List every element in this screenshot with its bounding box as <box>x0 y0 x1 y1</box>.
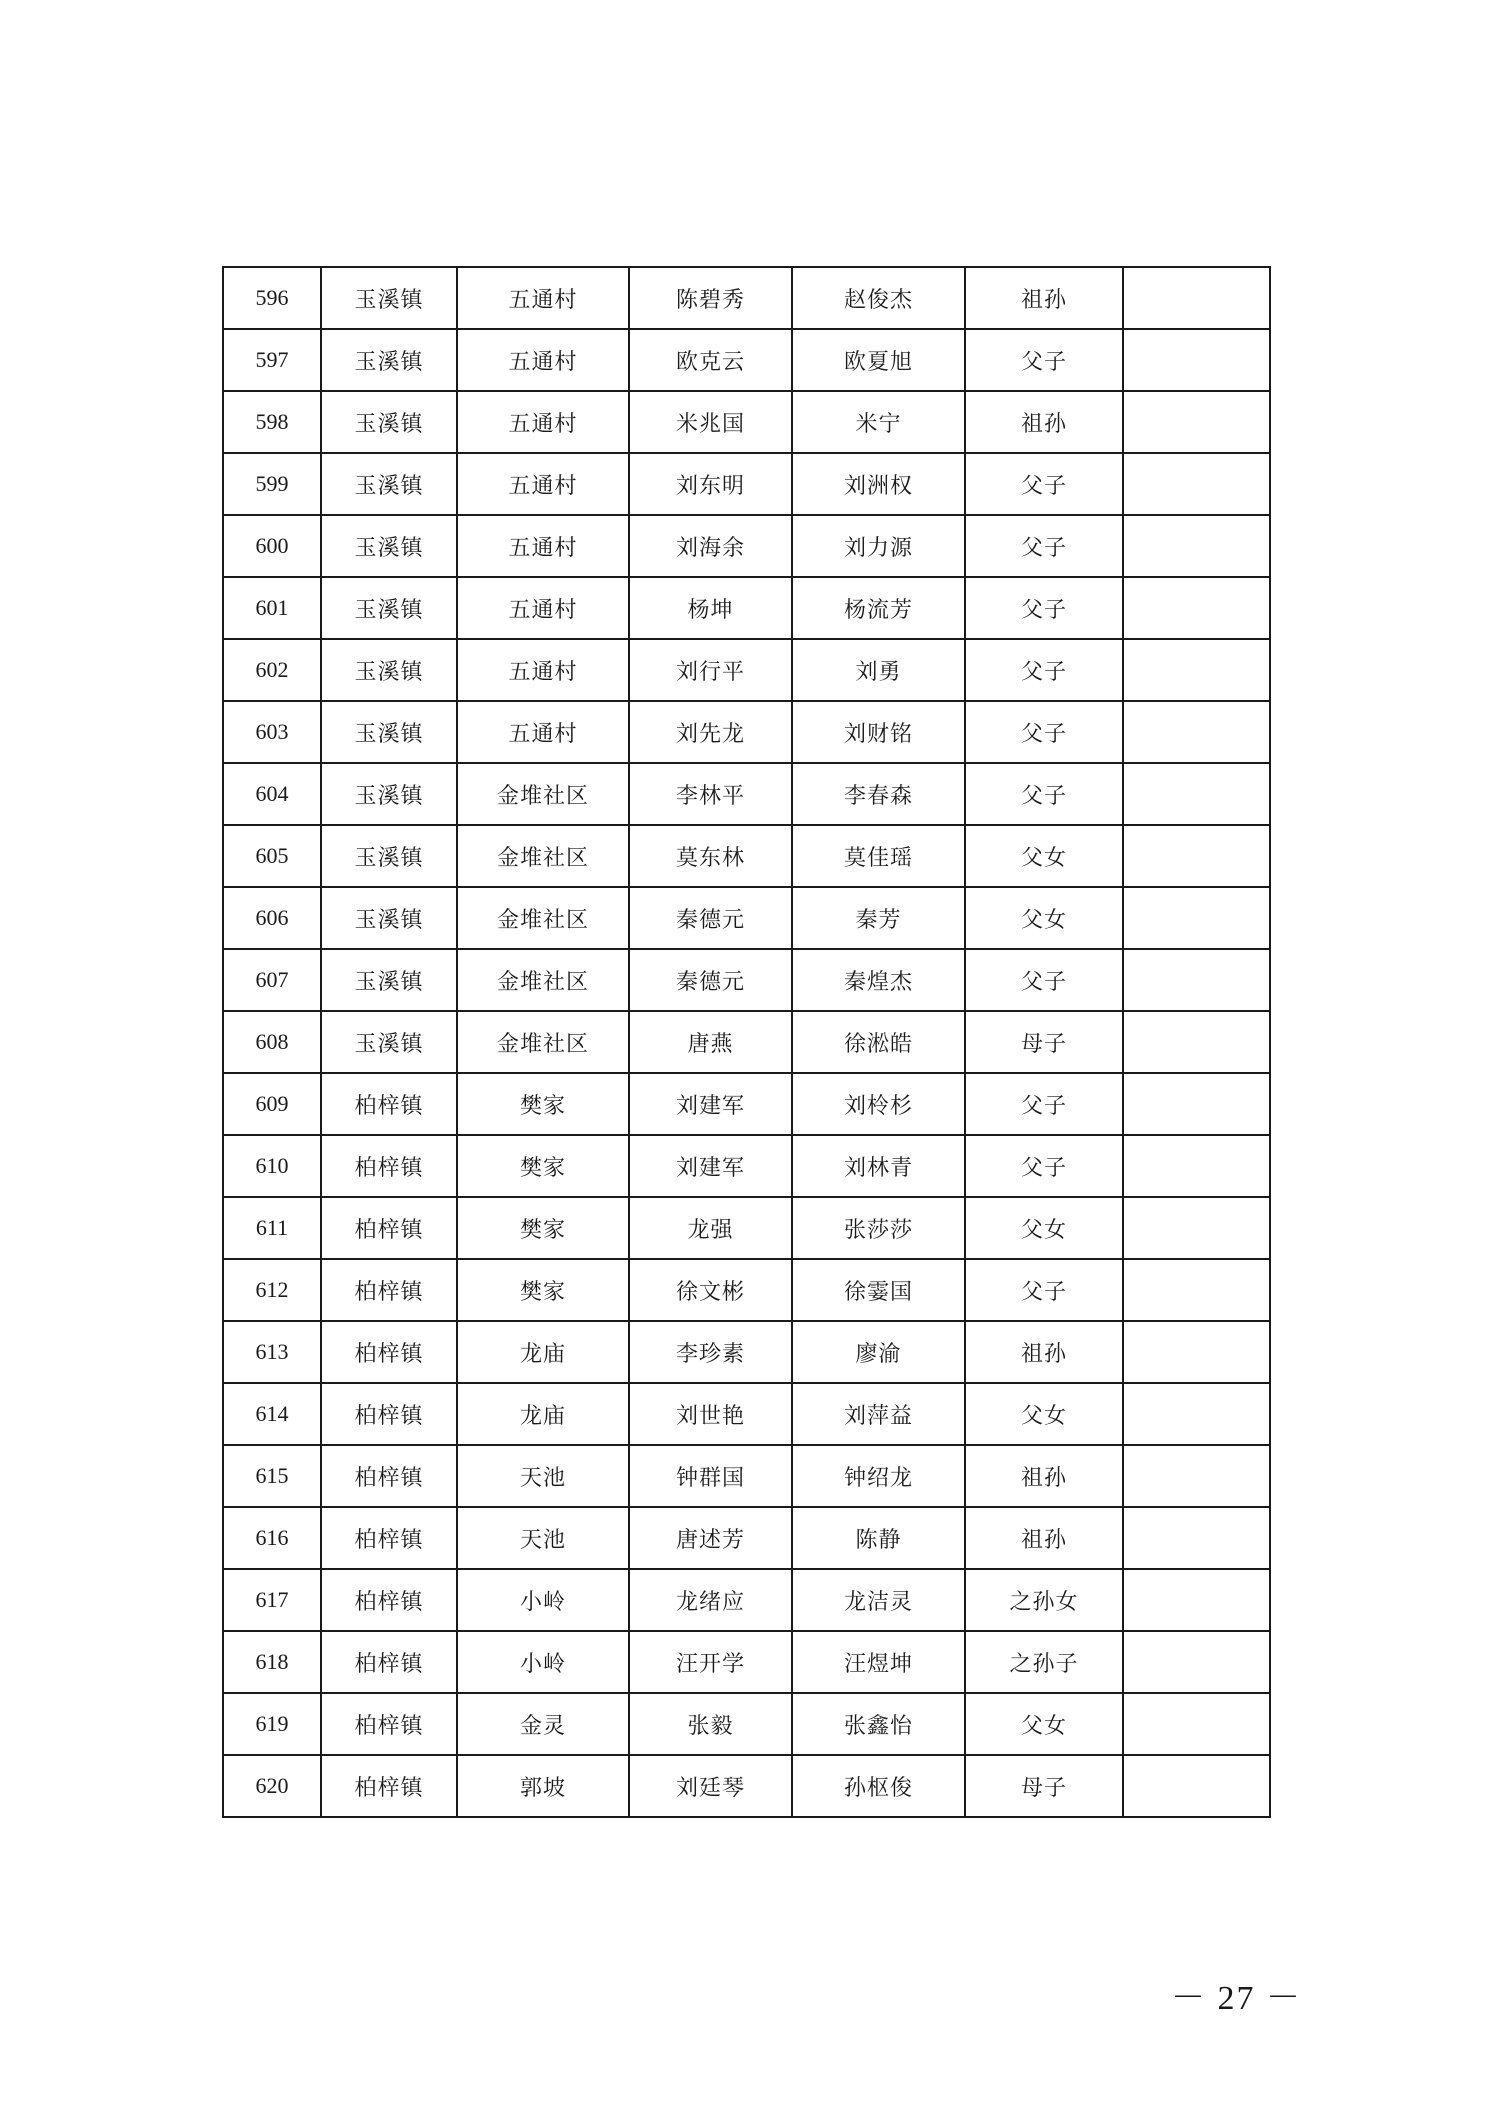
person-b-cell: 汪煜坤 <box>792 1631 965 1693</box>
person-b-cell: 李春森 <box>792 763 965 825</box>
table-row <box>223 1073 1270 1135</box>
person-b-cell: 徐淞皓 <box>792 1011 965 1073</box>
relation-cell: 父子 <box>965 1259 1123 1321</box>
person-b-cell: 赵俊杰 <box>792 267 965 329</box>
row-number-cell: 600 <box>223 515 321 577</box>
table-row <box>223 515 1270 577</box>
relation-cell: 父子 <box>965 763 1123 825</box>
town-cell: 柏梓镇 <box>321 1507 457 1569</box>
note-cell <box>1123 1631 1270 1693</box>
person-b-cell: 张莎莎 <box>792 1197 965 1259</box>
town-cell: 柏梓镇 <box>321 1631 457 1693</box>
village-cell: 樊家 <box>457 1073 629 1135</box>
row-number-cell: 615 <box>223 1445 321 1507</box>
relation-cell: 父女 <box>965 1197 1123 1259</box>
row-number-cell: 602 <box>223 639 321 701</box>
person-b-cell: 欧夏旭 <box>792 329 965 391</box>
person-b-cell: 刘洲权 <box>792 453 965 515</box>
row-number-cell: 617 <box>223 1569 321 1631</box>
row-number-cell: 607 <box>223 949 321 1011</box>
town-cell: 柏梓镇 <box>321 1321 457 1383</box>
row-number-cell: 616 <box>223 1507 321 1569</box>
row-number-cell: 613 <box>223 1321 321 1383</box>
row-number-cell: 612 <box>223 1259 321 1321</box>
note-cell <box>1123 1383 1270 1445</box>
note-cell <box>1123 639 1270 701</box>
village-cell: 樊家 <box>457 1259 629 1321</box>
village-cell: 金灵 <box>457 1693 629 1755</box>
row-number-cell: 606 <box>223 887 321 949</box>
row-number-cell: 603 <box>223 701 321 763</box>
relation-cell: 父子 <box>965 639 1123 701</box>
note-cell <box>1123 515 1270 577</box>
row-number-cell: 604 <box>223 763 321 825</box>
note-cell <box>1123 763 1270 825</box>
town-cell: 柏梓镇 <box>321 1445 457 1507</box>
village-cell: 天池 <box>457 1507 629 1569</box>
relation-cell: 母子 <box>965 1011 1123 1073</box>
table-row <box>223 1445 1270 1507</box>
person-b-cell: 陈静 <box>792 1507 965 1569</box>
town-cell: 玉溪镇 <box>321 329 457 391</box>
person-a-cell: 杨坤 <box>629 577 792 639</box>
row-number-cell: 597 <box>223 329 321 391</box>
person-b-cell: 龙洁灵 <box>792 1569 965 1631</box>
person-b-cell: 钟绍龙 <box>792 1445 965 1507</box>
table-row <box>223 639 1270 701</box>
town-cell: 玉溪镇 <box>321 763 457 825</box>
row-number-cell: 619 <box>223 1693 321 1755</box>
note-cell <box>1123 391 1270 453</box>
town-cell: 玉溪镇 <box>321 639 457 701</box>
person-a-cell: 秦德元 <box>629 949 792 1011</box>
relation-cell: 母子 <box>965 1755 1123 1817</box>
relation-cell: 祖孙 <box>965 267 1123 329</box>
table-row <box>223 1383 1270 1445</box>
note-cell <box>1123 577 1270 639</box>
village-cell: 金堆社区 <box>457 1011 629 1073</box>
note-cell <box>1123 701 1270 763</box>
table-row <box>223 577 1270 639</box>
person-b-cell: 张鑫怡 <box>792 1693 965 1755</box>
person-a-cell: 莫东林 <box>629 825 792 887</box>
village-cell: 郭坡 <box>457 1755 629 1817</box>
town-cell: 柏梓镇 <box>321 1135 457 1197</box>
person-b-cell: 杨流芳 <box>792 577 965 639</box>
relation-cell: 祖孙 <box>965 1507 1123 1569</box>
village-cell: 金堆社区 <box>457 949 629 1011</box>
relation-cell: 父子 <box>965 949 1123 1011</box>
relation-cell: 父女 <box>965 825 1123 887</box>
table-row <box>223 1755 1270 1817</box>
person-b-cell: 刘勇 <box>792 639 965 701</box>
person-b-cell: 刘柃杉 <box>792 1073 965 1135</box>
note-cell <box>1123 1321 1270 1383</box>
town-cell: 柏梓镇 <box>321 1569 457 1631</box>
table-row <box>223 391 1270 453</box>
town-cell: 玉溪镇 <box>321 577 457 639</box>
row-number-cell: 601 <box>223 577 321 639</box>
town-cell: 玉溪镇 <box>321 887 457 949</box>
village-cell: 金堆社区 <box>457 825 629 887</box>
table-row <box>223 1693 1270 1755</box>
person-b-cell: 莫佳瑶 <box>792 825 965 887</box>
person-b-cell: 刘林青 <box>792 1135 965 1197</box>
town-cell: 玉溪镇 <box>321 949 457 1011</box>
relation-cell: 父子 <box>965 577 1123 639</box>
note-cell <box>1123 453 1270 515</box>
note-cell <box>1123 887 1270 949</box>
village-cell: 天池 <box>457 1445 629 1507</box>
town-cell: 柏梓镇 <box>321 1259 457 1321</box>
person-b-cell: 徐霎国 <box>792 1259 965 1321</box>
village-cell: 五通村 <box>457 329 629 391</box>
page-number: － 27 － <box>1171 1980 1302 2017</box>
row-number-cell: 598 <box>223 391 321 453</box>
town-cell: 玉溪镇 <box>321 267 457 329</box>
table-row <box>223 1507 1270 1569</box>
village-cell: 樊家 <box>457 1197 629 1259</box>
relation-cell: 父女 <box>965 1693 1123 1755</box>
person-b-cell: 廖渝 <box>792 1321 965 1383</box>
person-a-cell: 龙绪应 <box>629 1569 792 1631</box>
note-cell <box>1123 1073 1270 1135</box>
table-row <box>223 887 1270 949</box>
person-b-cell: 孙枢俊 <box>792 1755 965 1817</box>
person-a-cell: 刘海余 <box>629 515 792 577</box>
village-cell: 龙庙 <box>457 1383 629 1445</box>
town-cell: 柏梓镇 <box>321 1755 457 1817</box>
row-number-cell: 614 <box>223 1383 321 1445</box>
note-cell <box>1123 1569 1270 1631</box>
person-a-cell: 龙强 <box>629 1197 792 1259</box>
note-cell <box>1123 1259 1270 1321</box>
relation-cell: 父女 <box>965 1383 1123 1445</box>
person-a-cell: 刘廷琴 <box>629 1755 792 1817</box>
village-cell: 金堆社区 <box>457 887 629 949</box>
village-cell: 樊家 <box>457 1135 629 1197</box>
person-a-cell: 汪开学 <box>629 1631 792 1693</box>
table-row <box>223 1135 1270 1197</box>
person-a-cell: 刘行平 <box>629 639 792 701</box>
relation-cell: 之孙女 <box>965 1569 1123 1631</box>
relation-cell: 父子 <box>965 1073 1123 1135</box>
person-b-cell: 刘力源 <box>792 515 965 577</box>
row-number-cell: 620 <box>223 1755 321 1817</box>
note-cell <box>1123 267 1270 329</box>
row-number-cell: 599 <box>223 453 321 515</box>
table-row <box>223 329 1270 391</box>
village-cell: 五通村 <box>457 515 629 577</box>
relation-cell: 祖孙 <box>965 1321 1123 1383</box>
relationship-table <box>222 266 1271 1818</box>
person-a-cell: 李林平 <box>629 763 792 825</box>
person-b-cell: 刘萍益 <box>792 1383 965 1445</box>
person-a-cell: 刘建军 <box>629 1073 792 1135</box>
person-a-cell: 钟群国 <box>629 1445 792 1507</box>
village-cell: 五通村 <box>457 701 629 763</box>
town-cell: 玉溪镇 <box>321 515 457 577</box>
table-row <box>223 825 1270 887</box>
relation-cell: 祖孙 <box>965 1445 1123 1507</box>
person-a-cell: 唐燕 <box>629 1011 792 1073</box>
table-row <box>223 949 1270 1011</box>
person-b-cell: 米宁 <box>792 391 965 453</box>
row-number-cell: 605 <box>223 825 321 887</box>
person-a-cell: 欧克云 <box>629 329 792 391</box>
table-row <box>223 1321 1270 1383</box>
village-cell: 金堆社区 <box>457 763 629 825</box>
town-cell: 柏梓镇 <box>321 1197 457 1259</box>
town-cell: 柏梓镇 <box>321 1073 457 1135</box>
town-cell: 玉溪镇 <box>321 825 457 887</box>
relation-cell: 父子 <box>965 1135 1123 1197</box>
person-a-cell: 陈碧秀 <box>629 267 792 329</box>
relation-cell: 父女 <box>965 887 1123 949</box>
note-cell <box>1123 949 1270 1011</box>
village-cell: 五通村 <box>457 639 629 701</box>
village-cell: 五通村 <box>457 391 629 453</box>
relation-cell: 父子 <box>965 701 1123 763</box>
relation-cell: 父子 <box>965 329 1123 391</box>
village-cell: 龙庙 <box>457 1321 629 1383</box>
person-b-cell: 秦芳 <box>792 887 965 949</box>
village-cell: 五通村 <box>457 577 629 639</box>
relation-cell: 之孙子 <box>965 1631 1123 1693</box>
note-cell <box>1123 1507 1270 1569</box>
table-row <box>223 1631 1270 1693</box>
relation-cell: 父子 <box>965 515 1123 577</box>
person-a-cell: 刘先龙 <box>629 701 792 763</box>
village-cell: 小岭 <box>457 1569 629 1631</box>
note-cell <box>1123 1755 1270 1817</box>
relation-cell: 祖孙 <box>965 391 1123 453</box>
table-row <box>223 267 1270 329</box>
town-cell: 玉溪镇 <box>321 1011 457 1073</box>
person-a-cell: 张毅 <box>629 1693 792 1755</box>
village-cell: 五通村 <box>457 453 629 515</box>
table-body <box>223 267 1270 1817</box>
person-a-cell: 刘世艳 <box>629 1383 792 1445</box>
village-cell: 小岭 <box>457 1631 629 1693</box>
town-cell: 玉溪镇 <box>321 391 457 453</box>
relation-cell: 父子 <box>965 453 1123 515</box>
person-b-cell: 刘财铭 <box>792 701 965 763</box>
note-cell <box>1123 1445 1270 1507</box>
person-a-cell: 刘东明 <box>629 453 792 515</box>
person-a-cell: 米兆国 <box>629 391 792 453</box>
table-row <box>223 453 1270 515</box>
row-number-cell: 610 <box>223 1135 321 1197</box>
row-number-cell: 611 <box>223 1197 321 1259</box>
note-cell <box>1123 1693 1270 1755</box>
row-number-cell: 608 <box>223 1011 321 1073</box>
person-b-cell: 秦煌杰 <box>792 949 965 1011</box>
row-number-cell: 596 <box>223 267 321 329</box>
person-a-cell: 刘建军 <box>629 1135 792 1197</box>
person-a-cell: 秦德元 <box>629 887 792 949</box>
table-row <box>223 701 1270 763</box>
table-row <box>223 763 1270 825</box>
note-cell <box>1123 1135 1270 1197</box>
row-number-cell: 618 <box>223 1631 321 1693</box>
table-row <box>223 1259 1270 1321</box>
town-cell: 玉溪镇 <box>321 701 457 763</box>
table-row <box>223 1197 1270 1259</box>
row-number-cell: 609 <box>223 1073 321 1135</box>
person-a-cell: 李珍素 <box>629 1321 792 1383</box>
person-a-cell: 唐述芳 <box>629 1507 792 1569</box>
town-cell: 玉溪镇 <box>321 453 457 515</box>
table-row <box>223 1011 1270 1073</box>
town-cell: 柏梓镇 <box>321 1693 457 1755</box>
town-cell: 柏梓镇 <box>321 1383 457 1445</box>
table-row <box>223 1569 1270 1631</box>
note-cell <box>1123 329 1270 391</box>
note-cell <box>1123 1011 1270 1073</box>
person-a-cell: 徐文彬 <box>629 1259 792 1321</box>
village-cell: 五通村 <box>457 267 629 329</box>
note-cell <box>1123 1197 1270 1259</box>
note-cell <box>1123 825 1270 887</box>
